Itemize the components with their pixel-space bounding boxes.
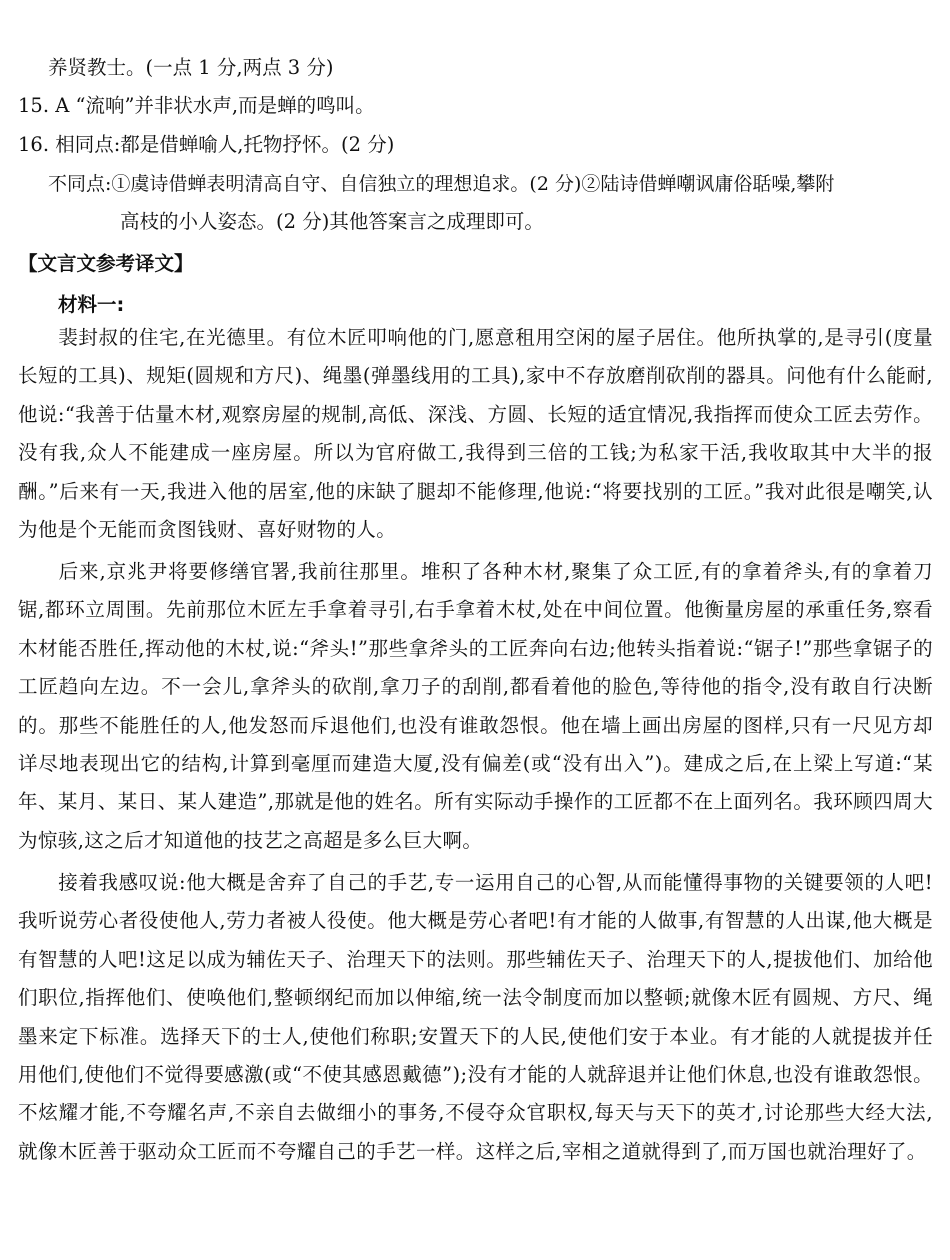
section-title: 【文言文参考译文】 bbox=[18, 252, 194, 275]
paragraph-text: 后来,京兆尹将要修缮官署,我前往那里。堆积了各种木材,聚集了众工匠,有的拿着斧头,有的拿着刀锯,都环立周围。先前那位木匠左手拿着寻引,右手拿着木杖,处在中间位置。他衡量房屋的承重任务,察看木材能否胜任,挥动他的木杖,说:“斧头!”那些拿斧头的工匠奔向右边;他转头指着说:“锯子!”那些拿锯子的工匠趋向左边。不一会儿,拿斧头的砍削,拿刀子的刮削,都看着他的脸色,等待他的指令,没有敢自行决断的。那些不能胜任的人,他发怒而斥退他们,也没有谁敢怨恨。他在墙上画出房屋的图样,只有一尺见方却详尽地表现出它的结构,计算到毫厘而建造大厦,没有偏差(或“没有出入”)。建成之后,在上梁上写道:“某年、某月、某日、某人建造”,那就是他的姓名。所有实际动手操作的工匠都不在上面列名。我环顾四周大为惊骇,这之后才知道他的技艺之高超是多么巨大啊。 bbox=[18, 560, 933, 852]
answer-q16-diff-2: 高枝的小人姿态。(2 分)其他答案言之成理即可。 bbox=[120, 210, 544, 233]
answer-q16-diff-1: 不同点:①虞诗借蝉表明清高自守、自信独立的理想追求。(2 分)②陆诗借蝉嘲讽庸俗聒噪,攀附 bbox=[48, 173, 835, 195]
paragraph-2 bbox=[18, 553, 933, 860]
answer-q15: 15. A “流响”并非状水声,而是蝉的鸣叫。 bbox=[18, 94, 375, 117]
answer-line-1: 养贤教士。(一点 1 分,两点 3 分) bbox=[48, 56, 334, 79]
paragraph-text: 接着我感叹说:他大概是舍弃了自己的手艺,专一运用自己的心智,从而能懂得事物的关键要领的人吧!我听说劳心者役使他人,劳力者被人役使。他大概是劳心者吧!有才能的人做事,有智慧的人出谋,他大概是有智慧的人吧!这足以成为辅佐天子、治理天下的法则。那些辅佐天子、治理天下的人,提拔他们、加给他们职位,指挥他们、使唤他们,整顿纲纪而加以伸缩,统一法令制度而加以整顿;就像木匠有圆规、方尺、绳墨来定下标准。选择天下的士人,使他们称职;安置天下的人民,使他们安于本业。有才能的人就提拔并任用他们,使他们不觉得要感激(或“不使其感恩戴德”);没有才能的人就辞退并让他们休息,也没有谁敢怨恨。不炫耀才能,不夸耀名声,不亲自去做细小的事务,不侵夺众官职权,每天与天下的英才,讨论那些大经大法,就像木匠善于驱动众工匠而不夸耀自己的手艺一样。这样之后,宰相之道就得到了,而万国也就治理好了。 bbox=[18, 871, 933, 1163]
material-label: 材料一: bbox=[58, 293, 125, 316]
paragraph-1 bbox=[18, 319, 933, 549]
answer-q16: 16. 相同点:都是借蝉喻人,托物抒怀。(2 分) bbox=[18, 133, 395, 156]
paragraph-3 bbox=[18, 864, 933, 1204]
paragraph-text: 裴封叔的住宅,在光德里。有位木匠叩响他的门,愿意租用空闲的屋子居住。他所执掌的,是寻引(度量长短的工具)、规矩(圆规和方尺)、绳墨(弹墨线用的工具),家中不存放磨削砍削的器具。问他有什么能耐,他说:“我善于估量木材,观察房屋的规制,高低、深浅、方圆、长短的适宜情况,我指挥而使众工匠去劳作。没有我,众人不能建成一座房屋。所以为官府做工,我得到三倍的工钱;为私家干活,我收取其中大半的报酬。”后来有一天,我进入他的居室,他的床缺了腿却不能修理,他说:“将要找别的工匠。”我对此很是嘲笑,认为他是个无能而贪图钱财、喜好财物的人。 bbox=[18, 326, 933, 542]
